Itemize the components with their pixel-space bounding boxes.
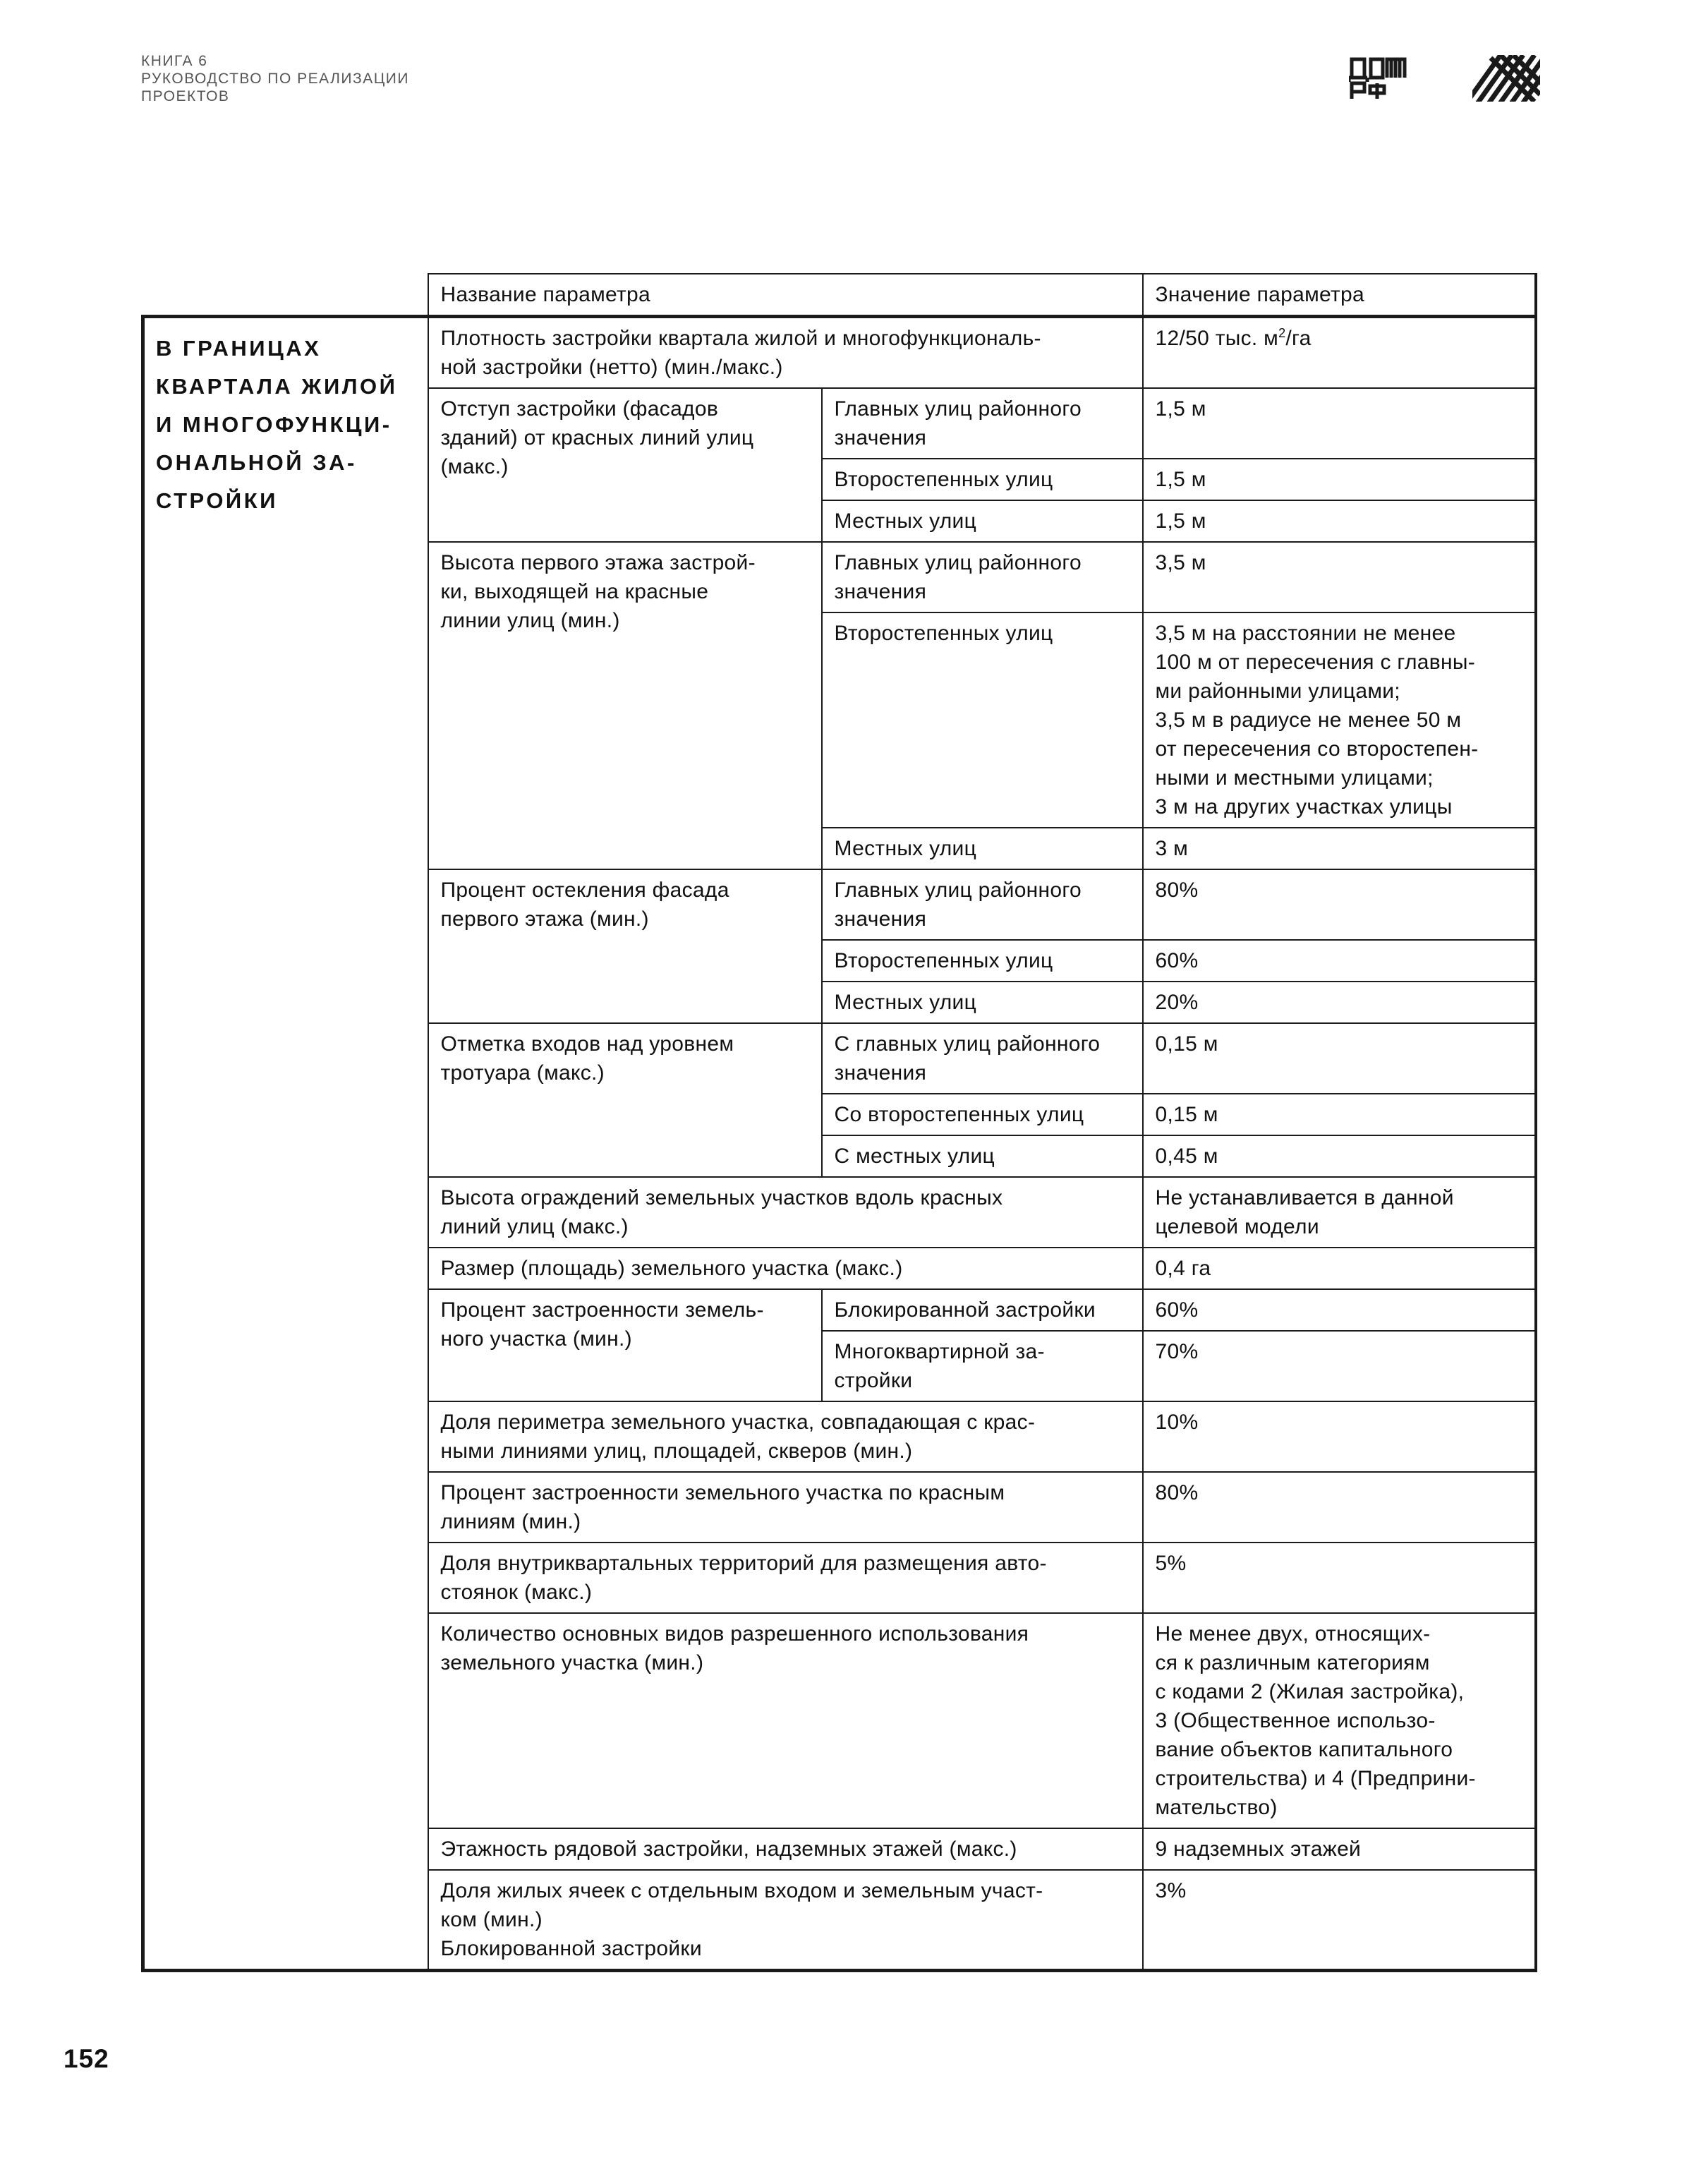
param-value: 5%: [1143, 1543, 1536, 1613]
param-value: 20%: [1143, 982, 1536, 1023]
pattern-logo: [1472, 55, 1540, 102]
param-value: 3%: [1143, 1870, 1536, 1971]
param-value: 0,45 м: [1143, 1135, 1536, 1177]
param-value: 0,15 м: [1143, 1023, 1536, 1094]
param-value: 3 м: [1143, 828, 1536, 869]
param-value: 60%: [1143, 1289, 1536, 1331]
param-subname: С местных улиц: [822, 1135, 1143, 1177]
param-name: Доля внутриквартальных территорий для размещения авто- стоянок (макс.): [428, 1543, 1143, 1613]
param-name: Процент застроенности земель- ного участка (мин.): [428, 1289, 822, 1401]
table-row: [143, 317, 1536, 389]
param-value: Не менее двух, относящих- ся к различным категориям с кодами 2 (Жилая застройка), 3 (Общественное использо- вание объектов капитального строительства) и 4 (Предприни- мательство): [1143, 1613, 1536, 1828]
param-name: Процент остекления фасада первого этажа (мин.): [428, 869, 822, 1023]
param-name: Плотность застройки квартала жилой и многофункциональ- ной застройки (нетто) (мин./макс.): [428, 317, 1143, 389]
param-subname: Второстепенных улиц: [822, 459, 1143, 500]
param-value: Не устанавливается в данной целевой модели: [1143, 1177, 1536, 1248]
header-line: РУКОВОДСТВО ПО РЕАЛИЗАЦИИ: [141, 71, 409, 87]
param-subname: Второстепенных улиц: [822, 612, 1143, 828]
header-line: КНИГА 6: [141, 53, 208, 69]
dom-rf-logo: [1349, 56, 1407, 100]
param-name: Размер (площадь) земельного участка (макс.): [428, 1248, 1143, 1289]
param-value: 9 надземных этажей: [1143, 1828, 1536, 1870]
param-subname: Блокированной застройки: [822, 1289, 1143, 1331]
param-name: Высота первого этажа застрой- ки, выходящей на красные линии улиц (мин.): [428, 542, 822, 869]
table-header-row: [143, 274, 1536, 317]
param-subname: Местных улиц: [822, 982, 1143, 1023]
header-blank-cell: [143, 274, 428, 317]
param-name: Отметка входов над уровнем тротуара (макс.): [428, 1023, 822, 1177]
param-value: 80%: [1143, 1472, 1536, 1543]
section-title: В ГРАНИЦАХ КВАРТАЛА ЖИЛОЙ И МНОГОФУНКЦИ- ОНАЛЬНОЙ ЗА- СТРОЙКИ: [143, 317, 428, 1971]
param-name: Высота ограждений земельных участков вдоль красных линий улиц (макс.): [428, 1177, 1143, 1248]
parameters-table: [141, 273, 1537, 1972]
param-name: Доля периметра земельного участка, совпадающая с крас- ными линиями улиц, площадей, скверов (мин.): [428, 1401, 1143, 1472]
column-header-value: Значение параметра: [1143, 274, 1536, 317]
param-subname: Местных улиц: [822, 828, 1143, 869]
param-name: Отступ застройки (фасадов зданий) от красных линий улиц (макс.): [428, 388, 822, 542]
param-value: 80%: [1143, 869, 1536, 940]
param-subname: Со второстепенных улиц: [822, 1094, 1143, 1135]
param-value: 1,5 м: [1143, 500, 1536, 542]
param-subname: Главных улиц районного значения: [822, 542, 1143, 612]
param-value: 1,5 м: [1143, 388, 1536, 459]
param-value: 0,4 га: [1143, 1248, 1536, 1289]
param-value: 10%: [1143, 1401, 1536, 1472]
param-subname: Местных улиц: [822, 500, 1143, 542]
param-subname: Главных улиц районного значения: [822, 869, 1143, 940]
param-name: Этажность рядовой застройки, надземных этажей (макс.): [428, 1828, 1143, 1870]
param-subname: Второстепенных улиц: [822, 940, 1143, 982]
param-value: 70%: [1143, 1331, 1536, 1401]
book-header: [141, 52, 409, 105]
page-number: 152: [63, 2044, 109, 2073]
param-value: 12/50 тыс. $м^2/га$: [1143, 317, 1536, 389]
header-line: ПРОЕКТОВ: [141, 88, 230, 104]
param-subname: Главных улиц районного значения: [822, 388, 1143, 459]
param-subname: С главных улиц районного значения: [822, 1023, 1143, 1094]
param-value: 3,5 м на расстоянии не менее 100 м от пересечения с главны- ми районными улицами; 3,5 м в радиусе не менее 50 м от пересечения со второстепен- ными и местными улицами; 3 м на других участках улицы: [1143, 612, 1536, 828]
param-value: 1,5 м: [1143, 459, 1536, 500]
param-value: 0,15 м: [1143, 1094, 1536, 1135]
column-header-name: Название параметра: [428, 274, 1143, 317]
param-value: 3,5 м: [1143, 542, 1536, 612]
param-value: 60%: [1143, 940, 1536, 982]
param-name: Процент застроенности земельного участка по красным линиям (мин.): [428, 1472, 1143, 1543]
param-name: Доля жилых ячеек с отдельным входом и земельным участ- ком (мин.) Блокированной застройки: [428, 1870, 1143, 1971]
param-name: Количество основных видов разрешенного использования земельного участка (мин.): [428, 1613, 1143, 1828]
param-subname: Многоквартирной за- стройки: [822, 1331, 1143, 1401]
